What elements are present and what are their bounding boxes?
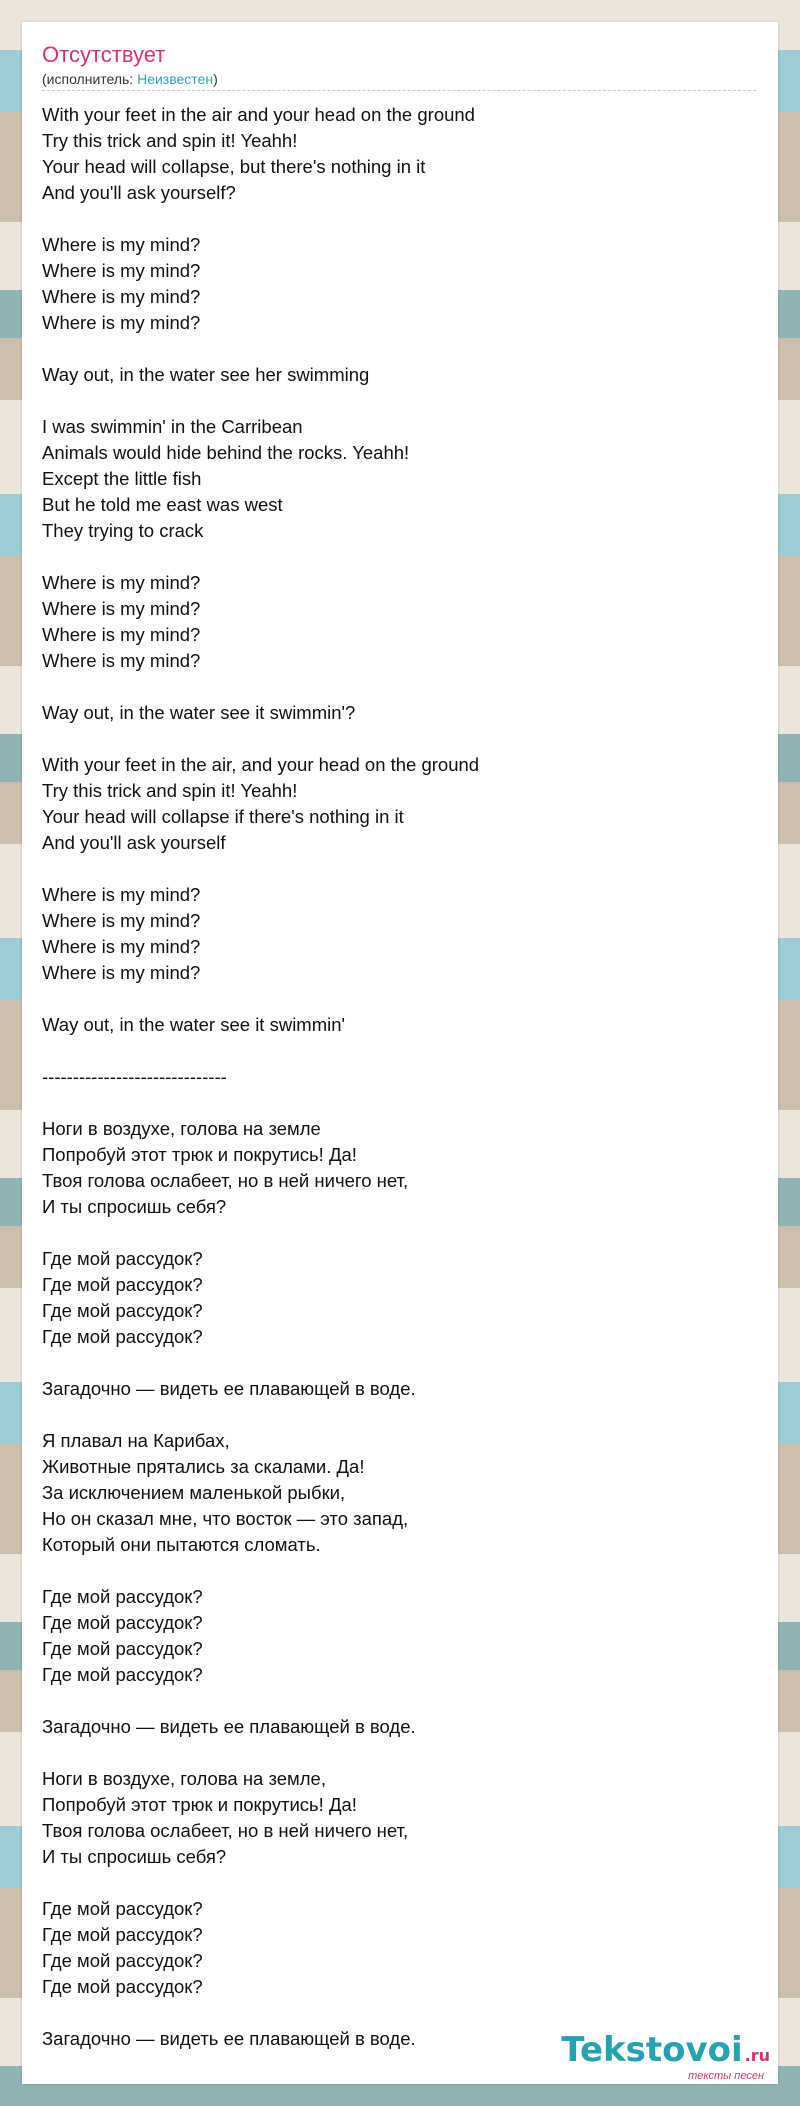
lyrics-text: With your feet in the air and your head on the ground Try this trick and spin it! Yeahh! Your head will collapse, but there's nothing in it And you'll ask yourself? Where is my mind? Where is my mind? Where is my mind? Where is my mind? Way out, in the water see her swimming I was swimmin' in the Carribean Animals would hide behind the rocks. Yeahh! Except the little fish But he told me east was west They trying to crack Where is my mind? Where is my mind? Where is my mind? Where is my mind? Way out, in the water see it swimmin'? With your feet in the air, and your head on the ground Try this trick and spin it! Yeahh! Your head will collapse if there's nothing in it And you'll ask yourself Where is my mind? Where is my mind? Where is my mind? Where is my mind? Way out, in the water see it swimmin' ------------------------------ Ноги в воздухе, голова на земле Попробуй этот трюк и покрутись! Да! Твоя голова ослабеет, но в ней ничего нет, И ты спросишь себя? Где мой рассудок? Где мой рассудок? Где мой рассудок? Где мой рассудок? Загадочно — видеть ее плавающей в воде. Я плавал на Карибах, Животные прятались за скалами. Да! За исключением маленькой рыбки, Но он сказал мне, что восток — это запад, Который они пытаются сломать. Где мой рассудок? Где мой рассудок? Где мой рассудок? Где мой рассудок? Загадочно — видеть ее плавающей в воде. Ноги в воздухе, голова на земле, Попробуй этот трюк и покрутись! Да! Твоя голова ослабеет, но в ней ничего нет, И ты спросишь себя? Где мой рассудок? Где мой рассудок? Где мой рассудок? Где мой рассудок? Загадочно — видеть ее плавающей в воде. (42, 104, 480, 2049)
artist-prefix: (исполнитель: (42, 71, 138, 87)
logo-tld: .ru (744, 2046, 770, 2065)
logo-wordmark (561, 2032, 770, 2074)
site-logo[interactable] (561, 2032, 770, 2082)
lyrics-card (22, 22, 778, 2084)
artist-link[interactable]: Неизвестен (137, 71, 214, 87)
artist-suffix: ) (213, 71, 218, 87)
logo-tagline: тексты песен (688, 2070, 764, 2082)
logo-name: Tekstovoi (561, 2030, 743, 2070)
song-title: Отсутствует (42, 42, 166, 67)
artist-line (42, 70, 756, 91)
